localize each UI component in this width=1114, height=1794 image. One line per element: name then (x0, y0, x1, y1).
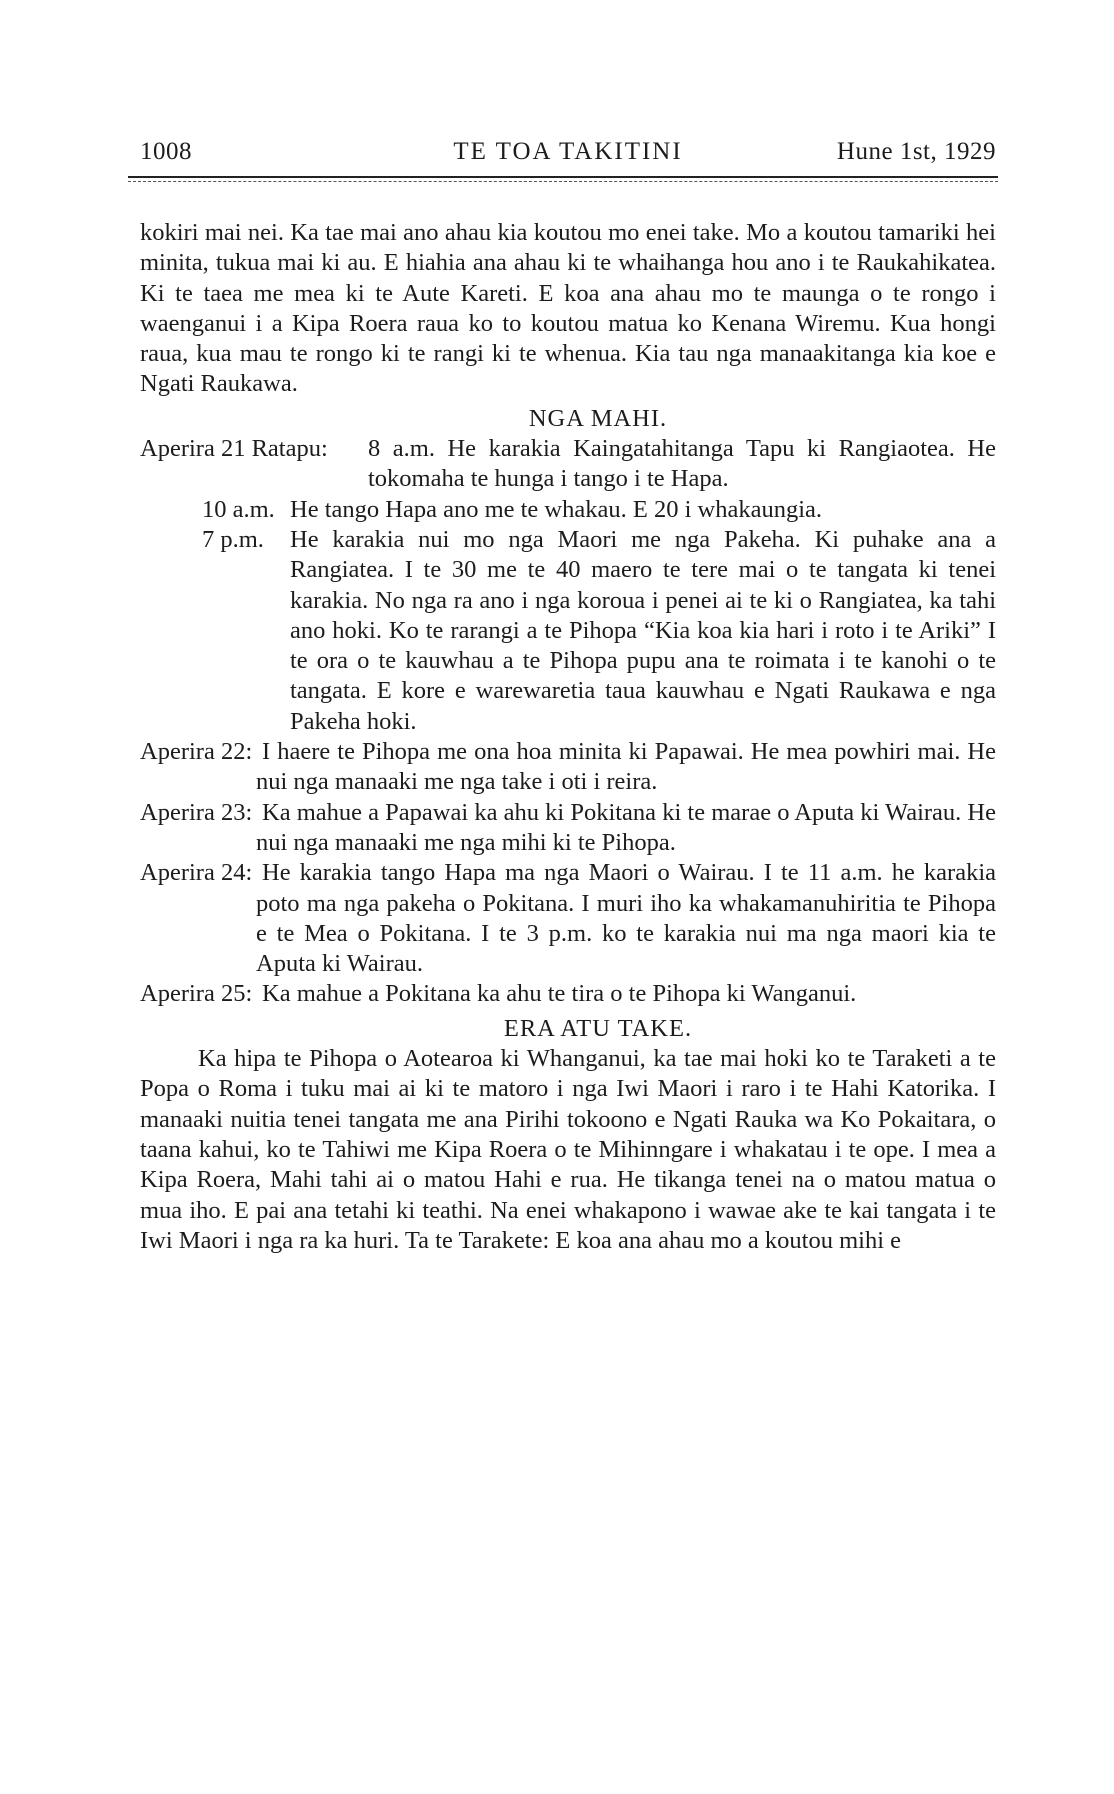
article-body (140, 218, 996, 1256)
journal-title: TE TOA TAKITINI (453, 138, 683, 165)
page-header (140, 138, 996, 172)
diary-entry (140, 737, 996, 798)
entry-text: He karakia tango Hapa ma nga Maori o Wairau. I te 11 a.m. he karakia poto ma nga pakeha o Pokitana. I muri iho ka whakamanuhiritia te Pihopa e te Mea o Pokitana. I te 3 p.m. ko te karakia nui ma nga maori kia te Aputa ki Wairau. (256, 859, 996, 978)
entry-time: 10 a.m. (202, 495, 275, 523)
entry-text: I haere te Pihopa me ona hoa minita ki Papawai. He mea powhiri mai. He nui nga manaaki me nga take i oti i reira. (256, 738, 996, 796)
diary-entry (140, 979, 996, 1009)
section2-paragraph: Ka hipa te Pihopa o Aotearoa ki Whanganui, ka tae mai hoki ko te Taraketi a te Popa o Roma i tuku mai ai ki te matoro i nga Iwi Maori i raro i te Hahi Katorika. I manaaki nuitia tenei tangata me ana Pirihi tokoono e Ngati Rauka wa Ko Pokaitara, o taana kahui, ko te Tahiwi me Kipa Roera o te Mihinngare i whakatau i te ope. I mea a Kipa Roera, Mahi tahi ai o matou Hahi e rua. He tikanga tenei na o matou matua o mua iho. E pai ana tetahi ki teathi. Na enei whakapono i wawae ake te kai tangata i te Iwi Maori i nga ra ka huri. Ta te Tarakete: E koa ana ahau mo a koutou mihi e (140, 1045, 996, 1254)
intro-paragraph: kokiri mai nei. Ka tae mai ano ahau kia koutou mo enei take. Mo a koutou tamariki hei minita, tukua mai ki au. E hiahia ana ahau ki te whaihanga hou ano i te Raukahikatea. Ki te taea me mea ki te Aute Kareti. E koa ana ahau mo te maunga o te rongo i waenganui i a Kipa Roera raua ko to koutou matua ko Kenana Wiremu. Kua hongi raua, kua mau te rongo ki te rangi ki te whenua. Kia tau nga manaakitanga kia koe e Ngati Raukawa. (140, 219, 996, 398)
diary-entry (140, 525, 996, 737)
entry-date: Aperira 25: (140, 980, 253, 1008)
entry-text: Ka mahue a Pokitana ka ahu te tira o te Pihopa ki Wanganui. (262, 980, 857, 1008)
entry-date: Aperira 21 Ratapu: (140, 435, 328, 463)
header-rule (128, 176, 998, 178)
diary-entry (140, 858, 996, 979)
entry-text: He tango Hapa ano me te whakau. E 20 i whakaungia. (290, 495, 823, 523)
entry-date: Aperira 24: (140, 859, 253, 887)
diary-entry (140, 495, 996, 525)
entry-text: 8 a.m. He karakia Kaingatahitanga Tapu ki Rangiaotea. He tokomaha te hunga i tango i te Hapa. (368, 435, 996, 493)
entry-text: Ka mahue a Papawai ka ahu ki Pokitana ki te marae o Aputa ki Wairau. He nui nga manaaki me nga mihi ki te Pihopa. (256, 798, 996, 856)
entry-time: 7 p.m. (202, 525, 264, 553)
section-heading-era-atu-take: ERA ATU TAKE. (503, 1014, 693, 1042)
entry-text: He karakia nui mo nga Maori me nga Pakeha. Ki puhake ana a Rangiatea. I te 30 me te 40 maero te tere mai o te tangata ki tenei karakia. No nga ra ano i nga koroua i penei ai te ki o Rangiatea, ka tahi ano hoki. Ko te rarangi a te Pihopa “Kia koa kia hari i roto i te Ariki” I te ora o te kauwhau a te Pihopa pupu ana te roimata i te kanohi o te tangata. E kore e warewaretia taua kauwhau e Ngati Raukawa e nga Pakeha hoki. (290, 525, 996, 735)
entry-date: Aperira 22: (140, 738, 253, 766)
page-number: 1008 (140, 138, 192, 165)
section-heading-nga-mahi: NGA MAHI. (528, 404, 668, 432)
header-rule-dashed (128, 181, 998, 182)
diary-entry (140, 434, 996, 495)
entry-date: Aperira 23: (140, 798, 253, 826)
issue-date: Hune 1st, 1929 (836, 138, 996, 165)
diary-entry (140, 798, 996, 859)
